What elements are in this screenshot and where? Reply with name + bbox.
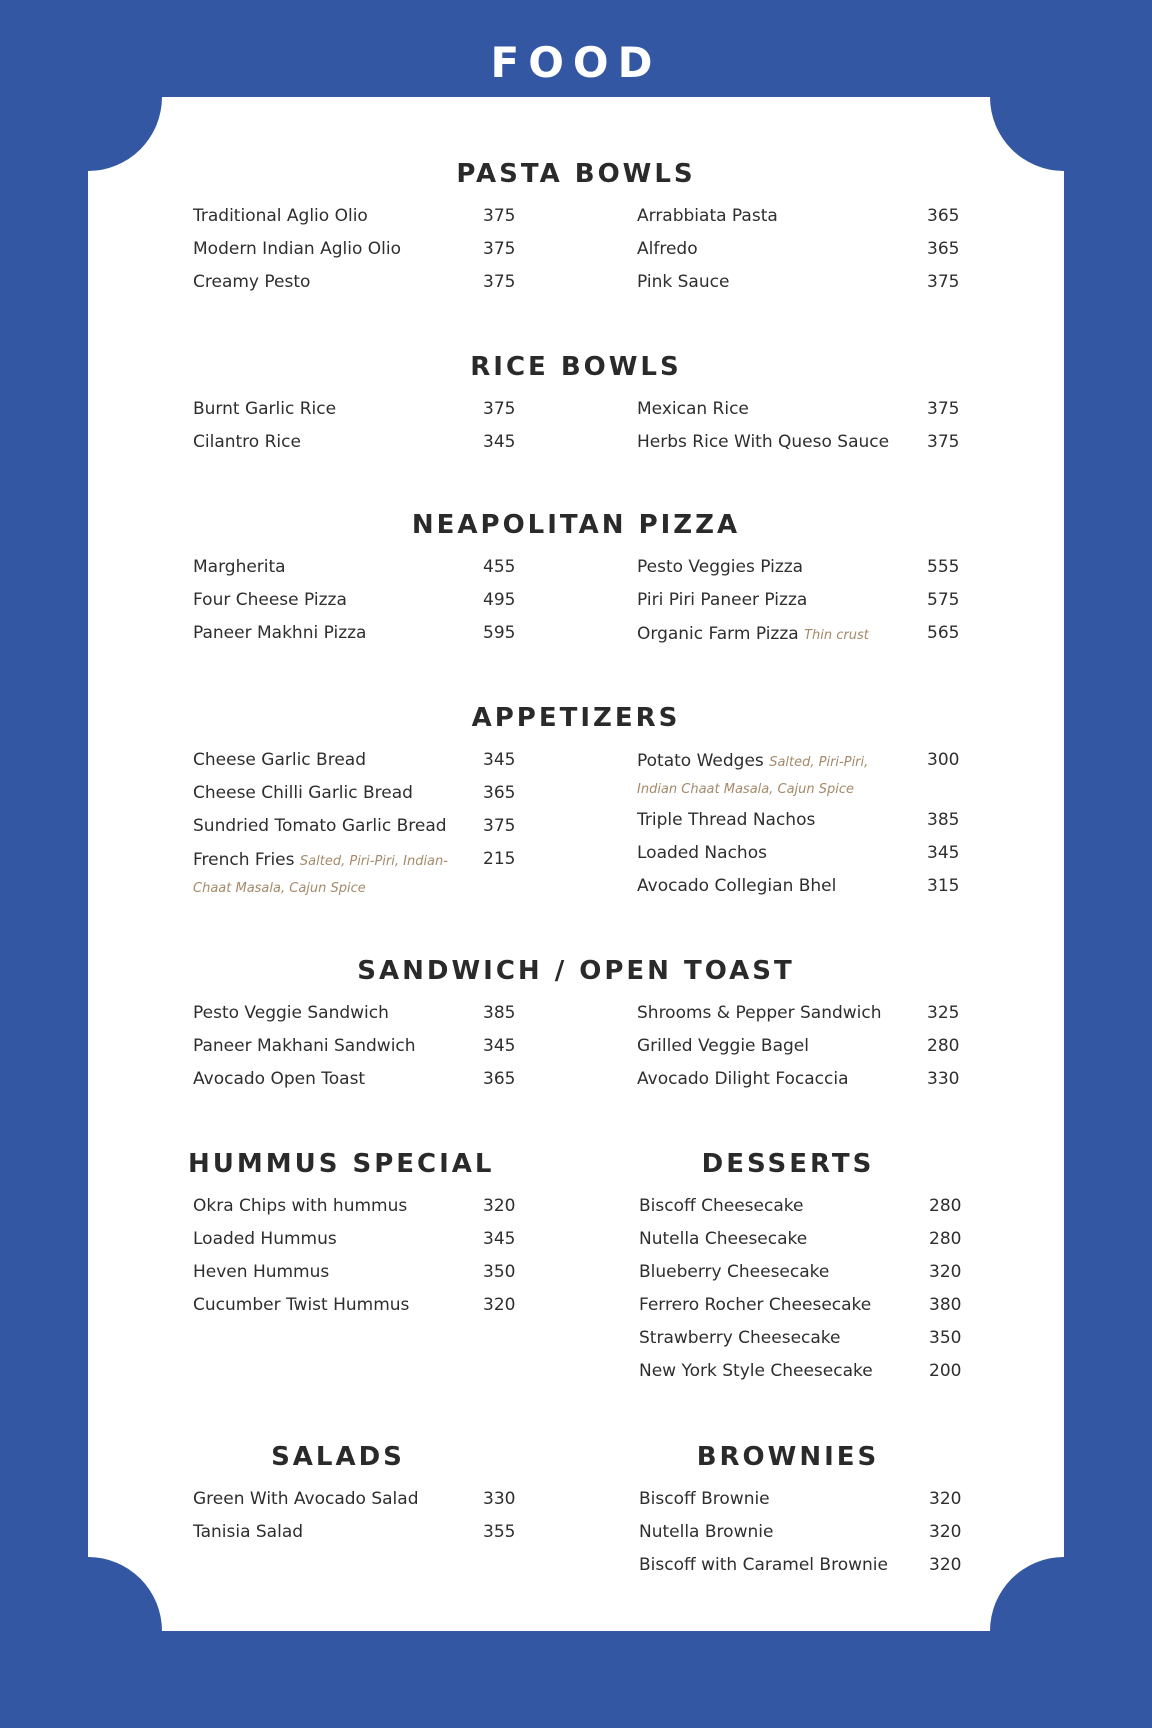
menu-item-name-text: Cilantro Rice <box>193 432 301 452</box>
menu-item-price: 385 <box>927 810 960 830</box>
menu-item-name <box>637 271 897 293</box>
menu-item-name-text: Avocado Dilight Focaccia <box>637 1069 849 1089</box>
menu-item-name-text: Burnt Garlic Rice <box>193 399 337 419</box>
menu-item-name <box>639 1261 899 1283</box>
menu-item-name <box>637 842 897 864</box>
menu-item-name <box>637 749 897 803</box>
menu-item-name-text: Traditional Aglio Olio <box>193 206 368 226</box>
menu-item-price: 300 <box>927 750 960 770</box>
menu-item-name-text: Arrabbiata Pasta <box>637 206 778 226</box>
menu-item-name-text: Creamy Pesto <box>193 272 311 292</box>
menu-item-name <box>193 815 453 837</box>
menu-item-price: 375 <box>927 272 960 292</box>
menu-item-name-text: Okra Chips with hummus <box>193 1196 408 1216</box>
menu-item-name-text: Pesto Veggies Pizza <box>637 557 804 577</box>
menu-item-name-text: French Fries <box>193 850 295 870</box>
menu-item-name <box>639 1521 899 1543</box>
menu-item-name <box>193 622 453 644</box>
menu-item-price: 325 <box>927 1003 960 1023</box>
menu-item-price: 320 <box>483 1196 516 1216</box>
menu-item-price: 380 <box>929 1295 962 1315</box>
menu-item-price: 375 <box>483 816 516 836</box>
menu-item-price: 200 <box>929 1361 962 1381</box>
menu-item-price: 215 <box>483 849 516 869</box>
menu-item-name-text: Triple Thread Nachos <box>637 810 816 830</box>
page-title: FOOD <box>490 38 662 87</box>
menu-item-name <box>193 271 453 293</box>
menu-item-price: 320 <box>929 1522 962 1542</box>
menu-item-name <box>193 1195 453 1217</box>
menu-item-name-text: Margherita <box>193 557 286 577</box>
menu-item-name-text: Biscoff Cheesecake <box>639 1196 804 1216</box>
menu-item-name <box>637 205 897 227</box>
menu-item-price: 345 <box>483 750 516 770</box>
menu-item-name-text: Shrooms & Pepper Sandwich <box>637 1003 882 1023</box>
menu-item-name-text: Cheese Garlic Bread <box>193 750 367 770</box>
section-title-hummus-special: HUMMUS SPECIAL <box>188 1149 495 1179</box>
menu-item-name <box>193 1261 453 1283</box>
menu-item-price: 375 <box>483 272 516 292</box>
menu-item-name-text: Mexican Rice <box>637 399 749 419</box>
menu-item-price: 330 <box>927 1069 960 1089</box>
menu-item-price: 345 <box>483 432 516 452</box>
menu-item-price: 345 <box>483 1229 516 1249</box>
menu-item-note: Salted, Piri-Piri, Indian Chaat Masala, Cajun Spice <box>637 755 869 797</box>
menu-item-name <box>193 1035 453 1057</box>
menu-item-name <box>637 622 897 649</box>
menu-item-name-text: Pink Sauce <box>637 272 730 292</box>
menu-item-name <box>193 431 453 453</box>
menu-item-price: 350 <box>929 1328 962 1348</box>
menu-card <box>88 97 1064 1631</box>
menu-item-name <box>193 782 453 804</box>
menu-item-price: 350 <box>483 1262 516 1282</box>
menu-item-price: 565 <box>927 623 960 643</box>
menu-item-price: 375 <box>483 239 516 259</box>
menu-item-name <box>637 398 897 420</box>
menu-item-price: 365 <box>927 239 960 259</box>
menu-item-name-text: Nutella Cheesecake <box>639 1229 808 1249</box>
menu-item-price: 330 <box>483 1489 516 1509</box>
menu-item-name <box>639 1228 899 1250</box>
menu-item-name <box>637 556 897 578</box>
menu-item-name-text: Tanisia Salad <box>193 1522 304 1542</box>
menu-item-name <box>637 809 897 831</box>
menu-item-name <box>639 1554 899 1576</box>
menu-item-name <box>637 238 897 260</box>
menu-item-price: 345 <box>483 1036 516 1056</box>
menu-item-price: 365 <box>483 1069 516 1089</box>
menu-item-name <box>639 1488 899 1510</box>
menu-item-name <box>193 1521 453 1543</box>
menu-item-name-text: Strawberry Cheesecake <box>639 1328 841 1348</box>
menu-item-name <box>637 875 897 897</box>
menu-item-price: 320 <box>483 1295 516 1315</box>
menu-item-price: 455 <box>483 557 516 577</box>
menu-item-name <box>637 589 897 611</box>
menu-item-name-text: Loaded Nachos <box>637 843 767 863</box>
menu-item-name-text: Biscoff with Caramel Brownie <box>639 1555 888 1575</box>
section-title-desserts: DESSERTS <box>701 1149 875 1179</box>
menu-item-price: 355 <box>483 1522 516 1542</box>
menu-item-price: 365 <box>483 783 516 803</box>
menu-item-price: 495 <box>483 590 516 610</box>
section-title-salads: SALADS <box>271 1442 405 1472</box>
menu-item-price: 375 <box>483 399 516 419</box>
menu-item-name <box>637 1068 897 1090</box>
menu-item-price: 280 <box>929 1229 962 1249</box>
menu-item-name <box>637 431 897 453</box>
corner-cutout <box>990 1557 1138 1705</box>
menu-item-name-text: New York Style Cheesecake <box>639 1361 873 1381</box>
menu-item-name-text: Grilled Veggie Bagel <box>637 1036 809 1056</box>
menu-item-price: 315 <box>927 876 960 896</box>
menu-item-price: 575 <box>927 590 960 610</box>
menu-item-name-text: Avocado Collegian Bhel <box>637 876 837 896</box>
menu-item-name <box>637 1002 897 1024</box>
corner-cutout <box>14 23 162 171</box>
menu-item-name-text: Ferrero Rocher Cheesecake <box>639 1295 872 1315</box>
menu-item-name <box>193 1068 453 1090</box>
menu-item-price: 320 <box>929 1555 962 1575</box>
menu-item-name-text: Alfredo <box>637 239 698 259</box>
menu-item-name-text: Avocado Open Toast <box>193 1069 366 1089</box>
menu-item-name-text: Nutella Brownie <box>639 1522 774 1542</box>
menu-item-name <box>637 1035 897 1057</box>
menu-item-name <box>193 556 453 578</box>
menu-item-name <box>193 398 453 420</box>
menu-item-name-text: Paneer Makhni Pizza <box>193 623 367 643</box>
menu-item-price: 345 <box>927 843 960 863</box>
menu-item-name <box>639 1327 899 1349</box>
menu-item-name-text: Biscoff Brownie <box>639 1489 770 1509</box>
menu-item-price: 375 <box>927 432 960 452</box>
menu-item-name <box>193 1294 453 1316</box>
menu-item-name-text: Piri Piri Paneer Pizza <box>637 590 808 610</box>
corner-cutout <box>990 23 1138 171</box>
menu-item-price: 320 <box>929 1262 962 1282</box>
menu-item-name <box>193 1228 453 1250</box>
corner-cutout <box>14 1557 162 1705</box>
menu-item-name <box>193 749 453 771</box>
menu-item-name <box>639 1195 899 1217</box>
menu-item-price: 320 <box>929 1489 962 1509</box>
menu-item-name-text: Potato Wedges <box>637 751 764 771</box>
section-title-rice-bowls: RICE BOWLS <box>470 352 682 382</box>
menu-item-name-text: Cheese Chilli Garlic Bread <box>193 783 413 803</box>
menu-item-name <box>193 589 453 611</box>
menu-item-name <box>193 205 453 227</box>
menu-item-name-text: Pesto Veggie Sandwich <box>193 1003 389 1023</box>
section-title-pasta-bowls: PASTA BOWLS <box>456 159 696 189</box>
menu-item-name-text: Modern Indian Aglio Olio <box>193 239 401 259</box>
menu-item-name-text: Blueberry Cheesecake <box>639 1262 830 1282</box>
menu-item-price: 365 <box>927 206 960 226</box>
menu-item-name <box>193 848 453 902</box>
menu-item-name-text: Herbs Rice With Queso Sauce <box>637 432 890 452</box>
menu-item-price: 280 <box>927 1036 960 1056</box>
menu-item-price: 555 <box>927 557 960 577</box>
menu-item-name-text: Sundried Tomato Garlic Bread <box>193 816 447 836</box>
menu-item-name <box>193 1002 453 1024</box>
section-title-neapolitan-pizza: NEAPOLITAN PIZZA <box>411 510 741 540</box>
menu-item-name-text: Four Cheese Pizza <box>193 590 347 610</box>
menu-item-name-text: Organic Farm Pizza <box>637 624 799 644</box>
menu-item-price: 385 <box>483 1003 516 1023</box>
menu-item-price: 375 <box>483 206 516 226</box>
menu-item-name-text: Loaded Hummus <box>193 1229 337 1249</box>
menu-item-name-text: Green With Avocado Salad <box>193 1489 419 1509</box>
section-title-sandwich: SANDWICH / OPEN TOAST <box>357 956 795 986</box>
menu-item-name-text: Heven Hummus <box>193 1262 330 1282</box>
menu-item-name <box>639 1294 899 1316</box>
menu-item-price: 280 <box>929 1196 962 1216</box>
menu-item-price: 375 <box>927 399 960 419</box>
menu-item-name <box>639 1360 899 1382</box>
section-title-brownies: BROWNIES <box>696 1442 880 1472</box>
section-title-appetizers: APPETIZERS <box>471 703 681 733</box>
menu-item-note: Salted, Piri-Piri, Indian-Chaat Masala, Cajun Spice <box>193 854 448 896</box>
menu-item-note: Thin crust <box>804 628 869 643</box>
menu-item-name <box>193 1488 453 1510</box>
menu-item-name <box>193 238 453 260</box>
menu-item-price: 595 <box>483 623 516 643</box>
menu-item-name-text: Paneer Makhani Sandwich <box>193 1036 416 1056</box>
menu-item-name-text: Cucumber Twist Hummus <box>193 1295 410 1315</box>
